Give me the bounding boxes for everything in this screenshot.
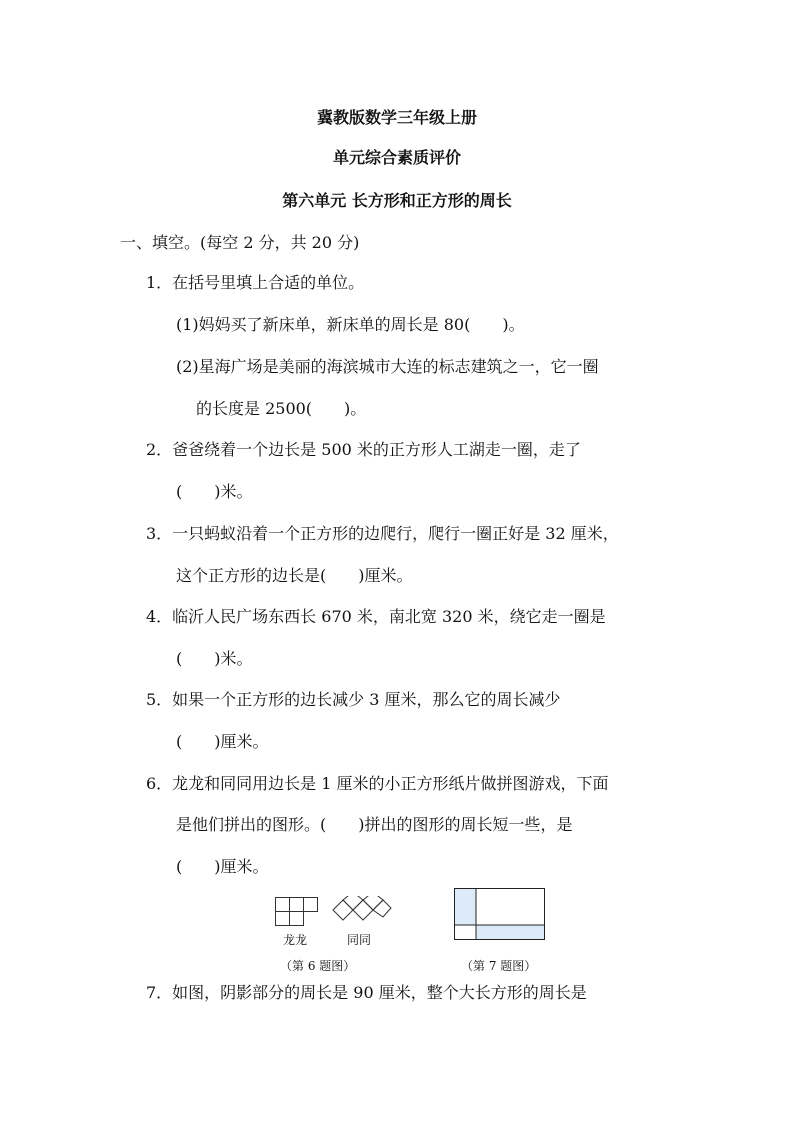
figure-7-caption: （第 7 题图） [461,959,537,973]
question-2-line2: ( )米。 [176,482,253,501]
question-3-line1: 3．一只蚂蚁沿着一个正方形的边爬行，爬行一圈正好是 32 厘米， [146,524,619,543]
figure-6-caption: （第 6 题图） [280,959,356,973]
question-4-line2: ( )米。 [176,649,253,668]
page-title-evaluation: 单元综合素质评价 [332,148,461,167]
question-3-line2: 这个正方形的边长是( )厘米。 [176,566,413,585]
question-5-line2: ( )厘米。 [176,732,269,751]
figure-7-shaded-strip [476,925,545,940]
question-4-line1: 4．临沂人民广场东西长 670 米，南北宽 320 米，绕它走一圈是 [146,607,606,626]
question-1-sub2-line2: 的长度是 2500( )。 [196,399,367,418]
figure-6-tongtong-shape [332,896,392,926]
figure-6-longlong-shape [275,897,319,927]
page-title-textbook: 冀教版数学三年级上册 [316,108,477,127]
figure-6-label-tongtong: 同同 [347,933,372,947]
question-1-sub2-line1: (2)星海广场是美丽的海滨城市大连的标志建筑之一，它一圈 [176,357,599,376]
question-1-stem: 1．在括号里填上合适的单位。 [146,273,365,292]
section-heading: 一、填空。(每空 2 分，共 20 分) [120,233,360,252]
question-1-sub1: (1)妈妈买了新床单，新床单的周长是 80( )。 [176,315,525,334]
figure-7-shaded-square [455,889,476,925]
figure-6-label-longlong: 龙龙 [283,933,308,947]
figure-7-rectangle [454,888,547,942]
question-6-line1: 6．龙龙和同同用边长是 1 厘米的小正方形纸片做拼图游戏，下面 [146,774,609,793]
question-2-line1: 2．爸爸绕着一个边长是 500 米的正方形人工湖走一圈，走了 [146,440,581,459]
question-5-line1: 5．如果一个正方形的边长减少 3 厘米，那么它的周长减少 [146,690,561,709]
page-title-unit: 第六单元 长方形和正方形的周长 [282,191,512,210]
question-6-line2: 是他们拼出的图形。( )拼出的图形的周长短一些，是 [176,815,573,834]
question-7-line1: 7．如图，阴影部分的周长是 90 厘米，整个大长方形的周长是 [146,983,587,1002]
question-6-line3: ( )厘米。 [176,857,269,876]
